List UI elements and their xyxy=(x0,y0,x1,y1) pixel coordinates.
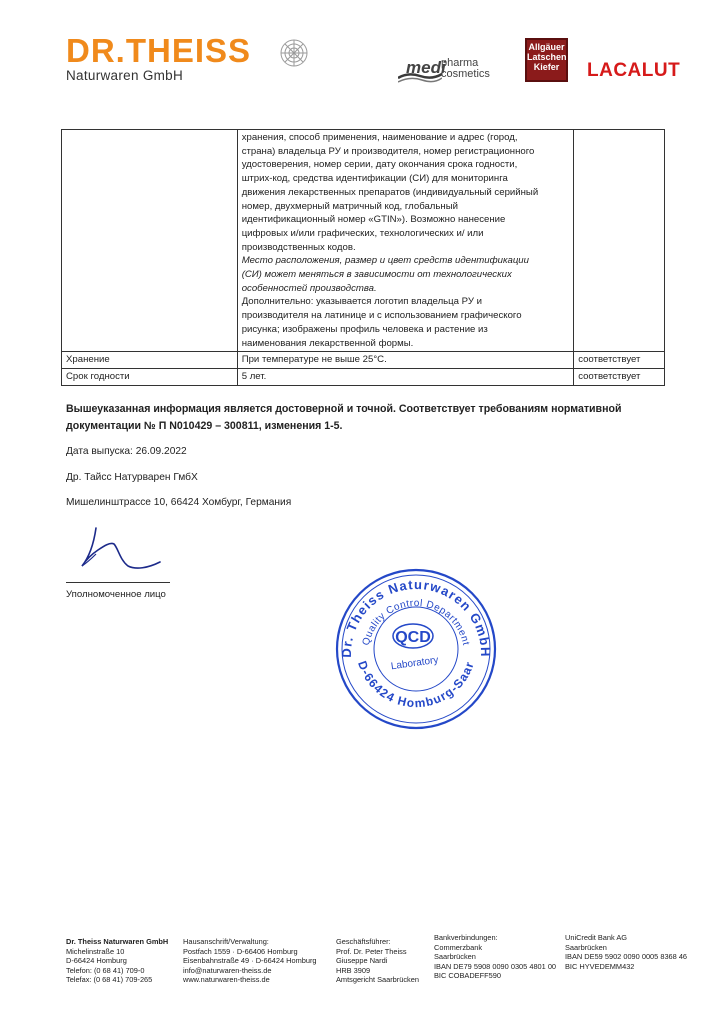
desc-additional-line: производителя на латинице и с использованием графического xyxy=(241,310,522,322)
footer-line: Dr. Theiss Naturwaren GmbH xyxy=(66,937,169,946)
footer-line: Amtsgericht Saarbrücken xyxy=(336,975,419,985)
stamp-center-bottom: Laboratory xyxy=(390,654,440,673)
desc-line: страна) владельца РУ и производителя, номер регистрационного xyxy=(241,145,535,157)
desc-additional-line: наименования лекарственной формы. xyxy=(241,337,414,349)
pharma-text: pharma xyxy=(441,57,479,69)
footer-line: Hausanschrift/Verwaltung: xyxy=(183,937,269,946)
footer-line: UniCredit Bank AG xyxy=(565,933,628,942)
signature-caption: Уполномоченное лицо xyxy=(66,589,166,600)
statement-line-1: Вышеуказанная информация является достоверной и точной. Соответствует требованиям нормативной xyxy=(66,403,622,415)
table-row xyxy=(62,352,665,369)
footer-line: BIC HYVEDEMM432 xyxy=(565,961,635,971)
desc-line: штрих-код, средства идентификации (СИ) для мониторинга xyxy=(241,173,508,185)
footer-line: info@naturwaren-theiss.de xyxy=(183,965,272,975)
desc-italic-line: Место расположения, размер и цвет средств идентификации xyxy=(241,255,529,267)
footer-line: Geschäftsführer: xyxy=(336,937,391,946)
footer-address-column xyxy=(183,937,317,985)
row-status-storage: соответствует xyxy=(574,352,665,369)
specification-table xyxy=(61,129,665,386)
desc-line: движения лекарственных препаратов (индивидуальный серийный xyxy=(241,186,539,198)
cosmetics-text: cosmetics xyxy=(441,68,490,80)
footer-line: IBAN DE79 5908 0090 0305 4801 00 xyxy=(434,961,557,971)
signature-line xyxy=(66,582,170,583)
footer-line: D-66424 Homburg xyxy=(66,956,127,966)
footer-line: www.naturwaren-theiss.de xyxy=(183,975,270,985)
labeling-description-cell xyxy=(237,130,574,352)
footer-line: BIC COBADEFF590 xyxy=(434,971,501,981)
issue-date: Дата выпуска: 26.09.2022 xyxy=(66,446,187,457)
footer-line: Postfach 1559 · D-66406 Homburg xyxy=(183,946,298,956)
footer-line: IBAN DE59 5902 0090 0005 8368 46 xyxy=(565,952,688,962)
allgauer-line-3: Kiefer xyxy=(533,62,560,72)
desc-line: производственных кодов. xyxy=(241,241,356,253)
desc-line: цифровых и/или графических, технологических и/ или xyxy=(241,227,484,239)
stamp-center-top: QCD xyxy=(395,629,431,646)
allgauer-logo xyxy=(525,38,568,82)
rosette-icon xyxy=(279,38,309,68)
desc-line: номер, двухмерный матричный код, глобальный xyxy=(241,200,458,212)
stamp-outer-text: Dr. Theiss Naturwaren GmbH xyxy=(338,576,494,658)
desc-additional-line: Дополнительно: указывается логотип владельца РУ и xyxy=(241,296,482,308)
footer-line: Prof. Dr. Peter Theiss xyxy=(336,946,407,956)
desc-italic-line: особенностей производства. xyxy=(241,282,377,294)
table-row xyxy=(62,368,665,385)
footer-management-column xyxy=(336,937,419,985)
signature-icon xyxy=(74,520,174,582)
row-status-shelf-life: соответствует xyxy=(574,368,665,385)
company-name: Др. Тайсс Натурварен ГмбХ xyxy=(66,472,198,483)
table-cell-empty xyxy=(62,130,238,352)
desc-line: удостоверения, номер серии, дату окончания срока годности, xyxy=(241,159,518,171)
footer-line: Commerzbank xyxy=(434,942,483,952)
medi-text: medi xyxy=(406,58,446,77)
brand-subtitle: Naturwaren GmbH xyxy=(66,68,184,83)
desc-line: хранения, способ применения, наименование и адрес (город, xyxy=(241,132,518,143)
footer-line: Telefax: (0 68 41) 709-265 xyxy=(66,975,153,985)
stamp-inner-text: Quality Control Department xyxy=(360,597,472,647)
row-name-shelf-life: Срок годности xyxy=(62,368,238,385)
allgauer-line-2: Latschen xyxy=(527,52,567,62)
qcd-stamp-icon xyxy=(333,566,499,732)
footer-line: Bankverbindungen: xyxy=(434,933,498,942)
desc-additional-line: рисунка; изображены профиль человека и растение из xyxy=(241,323,488,335)
footer-bank-column xyxy=(434,933,556,981)
desc-italic-line: (СИ) может меняться в зависимости от технологических xyxy=(241,269,512,281)
table-cell-empty xyxy=(574,130,665,352)
footer-line: Giuseppe Nardi xyxy=(336,956,388,966)
medipharma-logo xyxy=(398,52,506,86)
footer-line: Telefon: (0 68 41) 709-0 xyxy=(66,965,145,975)
statement-line-2: документации № П N010429 – 300811, изменения 1-5. xyxy=(66,420,343,432)
table-row xyxy=(62,130,665,352)
footer-line: Saarbrücken xyxy=(565,942,607,952)
lacalut-logo: LACALUT xyxy=(587,60,681,81)
row-name-storage: Хранение xyxy=(62,352,238,369)
row-value-shelf-life: 5 лет. xyxy=(237,368,574,385)
desc-line: идентификационный номер «GTIN»). Возможно нанесение xyxy=(241,214,506,226)
statement-text xyxy=(66,401,621,435)
footer-line: Michelinstraße 10 xyxy=(66,946,125,956)
footer-line: Saarbrücken xyxy=(434,952,476,962)
footer-company-column xyxy=(66,937,168,985)
company-address: Мишелинштрассе 10, 66424 Хомбург, Германия xyxy=(66,497,292,508)
row-value-storage: При температуре не выше 25°С. xyxy=(237,352,574,369)
brand-name: DR.THEISS xyxy=(66,32,252,69)
stamp-bottom-text: D-66424 Homburg-Saar xyxy=(355,659,477,711)
footer-bank2-column xyxy=(565,933,687,971)
allgauer-line-1: Allgäuer xyxy=(528,42,565,52)
footer-line: Eisenbahnstraße 49 · D-66424 Homburg xyxy=(183,956,317,966)
footer-line: HRB 3909 xyxy=(336,965,371,975)
dr-theiss-logo xyxy=(66,34,251,83)
